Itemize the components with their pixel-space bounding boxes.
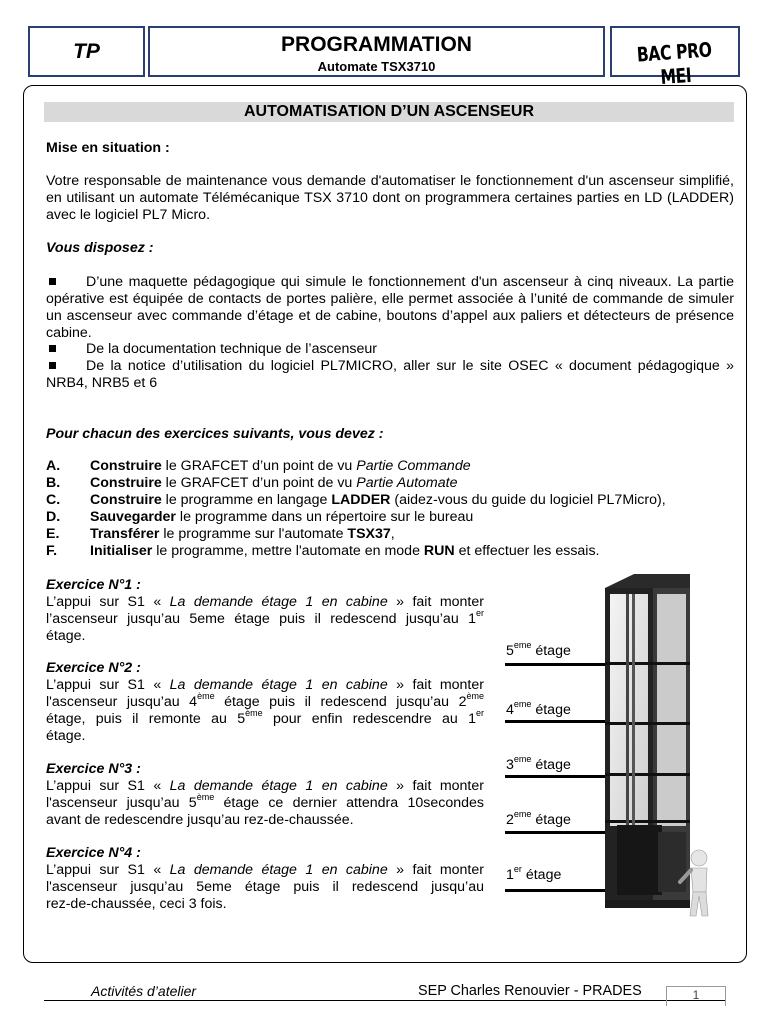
footer-right: SEP Charles Renouvier - PRADES xyxy=(418,983,642,999)
bullet-icon xyxy=(49,278,56,285)
floor-sup: eme xyxy=(513,640,532,650)
footer-rule xyxy=(44,1000,726,1001)
floor-number: 4 xyxy=(506,702,514,718)
step-item xyxy=(46,509,736,526)
step-rest: le programme, mettre l'automate en mode xyxy=(152,543,424,559)
step-item xyxy=(46,543,736,560)
dispose-bullet-1 xyxy=(46,274,734,342)
floor-word: étage xyxy=(531,812,571,828)
ex2-sup-2: ème xyxy=(466,691,484,701)
situation-heading: Mise en situation : xyxy=(46,140,170,156)
step-verb: Construire xyxy=(90,475,162,491)
tp-box xyxy=(28,26,145,77)
ex4-text-c: l'ascenseur jusqu’au 5eme étage puis il redescend jusqu’au xyxy=(46,879,484,895)
dispose-bullet-3 xyxy=(46,358,734,392)
step-rest-end: et effectuer les essais. xyxy=(454,543,600,559)
ex2-text-d: étage puis il redescend jusqu’au 2 xyxy=(214,694,467,710)
ex4-text-b: » fait monter xyxy=(387,862,484,878)
step-rest: le programme en langage xyxy=(161,492,332,508)
floor-label xyxy=(506,699,571,718)
ex4-text-a: L’appui sur S1 « xyxy=(46,862,170,878)
ex2-text-c: l'ascenseur jusqu’au 4 xyxy=(46,694,198,710)
dispose-heading: Vous disposez : xyxy=(46,240,154,256)
floor-word: étage xyxy=(521,867,562,883)
step-rest-end: (aidez-vous du guide du logiciel PL7Micro), xyxy=(390,492,666,508)
ex3-quote: La demande étage 1 en cabine xyxy=(169,778,388,794)
elevator-illustration xyxy=(572,570,747,920)
ex2-sup-4: er xyxy=(475,708,484,718)
situation-paragraph: Votre responsable de maintenance vous demande d'automatiser le fonctionnement d'un ascenseur simplifié, en utilisant un automate Télémécanique TSX 3710 dont on programmera certaines parties en LD (LADDER) avec le logiciel PL7 Micro. xyxy=(46,173,734,223)
step-emphasis: RUN xyxy=(423,543,455,559)
step-text xyxy=(90,543,600,560)
step-verb: Construire xyxy=(90,458,162,474)
step-verb: Construire xyxy=(90,492,162,508)
dispose-bullet-2 xyxy=(46,341,734,358)
steps-list xyxy=(46,458,736,560)
ex1-sup: er xyxy=(475,608,484,618)
elevator-shaft xyxy=(605,574,690,908)
step-item xyxy=(46,492,736,509)
step-letter: A. xyxy=(46,458,61,474)
bullet-icon xyxy=(49,362,56,369)
bullet-icon xyxy=(49,345,56,352)
title-box xyxy=(148,26,605,77)
step-letter: C. xyxy=(46,492,61,508)
step-text xyxy=(90,526,395,543)
step-rest-end: , xyxy=(390,526,395,542)
exercise-3 xyxy=(46,761,484,829)
floor-word: étage xyxy=(531,702,571,718)
step-item xyxy=(46,458,736,475)
step-verb: Initialiser xyxy=(90,543,153,559)
step-letter: D. xyxy=(46,509,61,525)
ex2-text-e: étage, puis il remonte au 5 xyxy=(46,711,246,727)
ex4-text-d: rez-de-chaussée, ceci 3 fois. xyxy=(46,896,227,912)
step-text xyxy=(90,475,457,492)
step-verb: Transférer xyxy=(90,526,160,542)
ex3-sup: ème xyxy=(196,792,215,802)
floor-number: 1 xyxy=(506,867,514,883)
exercise-3-title: Exercice N°3 : xyxy=(46,761,141,777)
tp-label: TP xyxy=(73,40,100,63)
ex2-quote: La demande étage 1 en cabine xyxy=(169,677,388,693)
step-letter: B. xyxy=(46,475,61,491)
exercise-4 xyxy=(46,845,484,913)
exercise-1-title: Exercice N°1 : xyxy=(46,577,141,593)
ex3-text-a: L’appui sur S1 « xyxy=(46,778,170,794)
floor-label xyxy=(506,754,571,773)
floor-pointer-line xyxy=(505,720,605,723)
step-emphasis: Partie Automate xyxy=(356,475,458,491)
ex1-quote: La demande étage 1 en cabine xyxy=(169,594,388,610)
ex1-text-d: étage. xyxy=(46,628,86,644)
floor-label xyxy=(506,640,571,659)
ex2-sup-3: ème xyxy=(245,708,263,718)
step-text xyxy=(90,492,666,509)
floor-pointer-line xyxy=(505,831,605,834)
floor-pointer-line xyxy=(505,775,605,778)
footer-left: Activités d’atelier xyxy=(91,983,197,999)
step-text xyxy=(90,509,473,526)
dispose-bullet-2-text: De la documentation technique de l’ascenseur xyxy=(86,341,378,357)
ex2-text-g: étage. xyxy=(46,728,86,744)
step-emphasis: LADDER xyxy=(331,492,391,508)
floor-sup: er xyxy=(513,864,522,874)
exercise-4-title: Exercice N°4 : xyxy=(46,845,141,861)
step-emphasis: Partie Commande xyxy=(356,458,471,474)
floor-word: étage xyxy=(531,643,571,659)
floor-pointer-line xyxy=(505,663,605,666)
ex3-text-d: étage ce dernier attendra 10secondes xyxy=(214,795,484,811)
bac-pro-badge: BAC PRO MEI xyxy=(636,37,713,90)
step-verb: Sauvegarder xyxy=(90,509,176,525)
step-rest: le GRAFCET d’un point de vu xyxy=(161,475,357,491)
ex1-text-c: l’ascenseur jusqu’au 5eme étage puis il redescend jusqu’au 1 xyxy=(46,611,476,627)
dispose-bullet-3-text: De la notice d’utilisation du logiciel PL7MICRO, aller sur le site OSEC « document pédagogique » NRB4, NRB5 et 6 xyxy=(46,358,734,391)
floor-sup: eme xyxy=(513,809,532,819)
floor-sup: eme xyxy=(513,699,532,709)
dispose-bullet-1-text: D’une maquette pédagogique qui simule le fonctionnement d'un ascenseur à cinq niveaux. La partie opérative est équipée de contacts de portes palière, elle permet associée à l’unité de commande de simuler un ascenseur avec commande d’étage et de cabine, boutons d’appel aux paliers et détecteurs de présence cabine. xyxy=(46,274,734,341)
page-number-box xyxy=(666,986,726,1006)
ex2-text-b: » fait monter xyxy=(387,677,484,693)
step-emphasis: TSX37 xyxy=(347,526,391,542)
step-rest: le GRAFCET d’un point de vu xyxy=(161,458,357,474)
ex1-text-b: » fait monter xyxy=(387,594,484,610)
section-title: AUTOMATISATION D’UN ASCENSEUR xyxy=(44,102,734,122)
ex2-sup-1: ème xyxy=(197,691,215,701)
floor-number: 5 xyxy=(506,643,514,659)
page-number: 1 xyxy=(692,988,700,1002)
floor-label xyxy=(506,809,571,828)
ex3-text-c: l'ascenseur jusqu’au 5 xyxy=(46,795,197,811)
ex3-text-e: avant de redescendre jusqu’au rez-de-chaussée. xyxy=(46,812,354,828)
page-title: PROGRAMMATION xyxy=(281,33,472,56)
floor-number: 3 xyxy=(506,757,514,773)
step-letter: F. xyxy=(46,543,58,559)
ex2-text-a: L’appui sur S1 « xyxy=(46,677,170,693)
exercises-intro: Pour chacun des exercices suivants, vous devez : xyxy=(46,426,384,442)
step-letter: E. xyxy=(46,526,60,542)
floor-label xyxy=(506,864,562,883)
exercise-2-title: Exercice N°2 : xyxy=(46,660,141,676)
step-item xyxy=(46,526,736,543)
floor-pointer-line xyxy=(505,889,605,892)
exercise-2 xyxy=(46,660,484,745)
floor-word: étage xyxy=(531,757,571,773)
step-text xyxy=(90,458,471,475)
page-subtitle: Automate TSX3710 xyxy=(317,59,436,74)
step-rest: le programme sur l'automate xyxy=(159,526,348,542)
floor-number: 2 xyxy=(506,812,514,828)
ex3-text-b: » fait monter xyxy=(387,778,484,794)
exercise-1 xyxy=(46,577,484,645)
ex1-text-a: L’appui sur S1 « xyxy=(46,594,170,610)
badge-box xyxy=(610,26,740,90)
step-rest: le programme dans un répertoire sur le bureau xyxy=(175,509,474,525)
step-item xyxy=(46,475,736,492)
floor-sup: eme xyxy=(513,754,532,764)
ex4-quote: La demande étage 1 en cabine xyxy=(169,862,388,878)
ex2-text-f: pour enfin redescendre au 1 xyxy=(262,711,476,727)
